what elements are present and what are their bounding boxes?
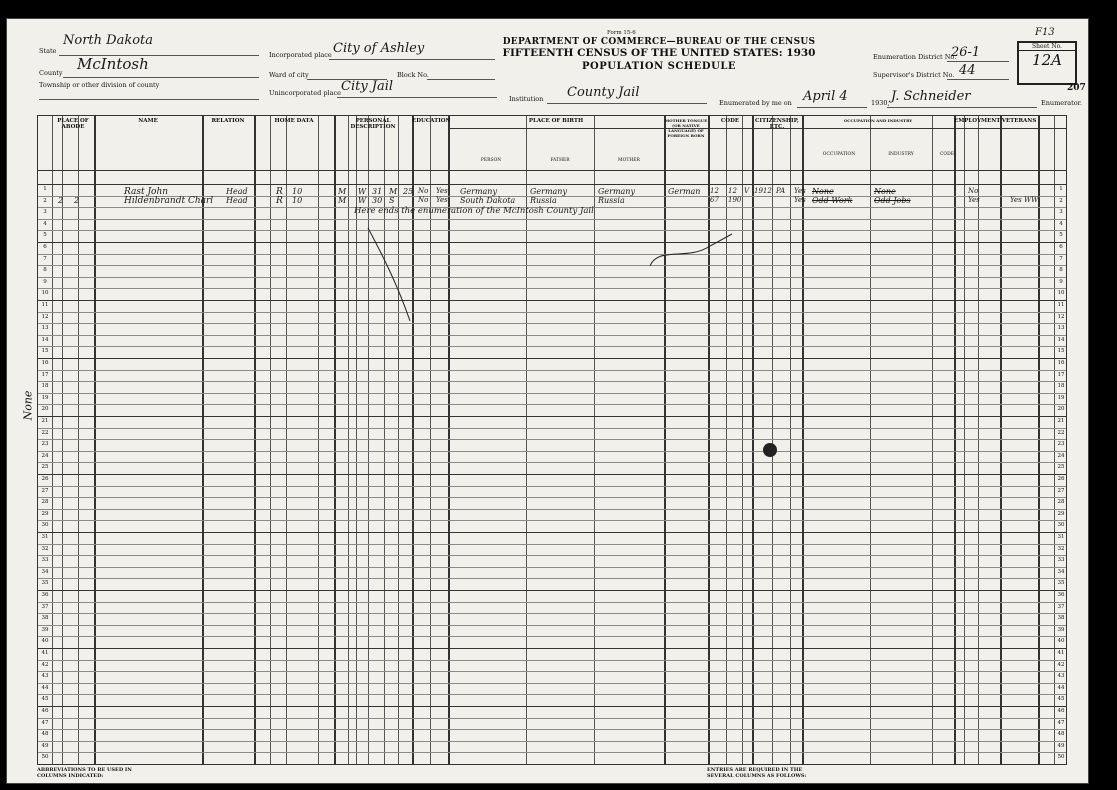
county-value: McIntosh [77,55,149,73]
row-number: 15 [1057,348,1065,355]
row-number: 12 [41,313,49,320]
row-number: 31 [41,534,49,540]
row1-sex: M [338,187,347,196]
row-number: 18 [41,383,49,390]
row-number: 47 [1057,719,1065,726]
row2-code2: 190 [728,196,742,204]
margin-note: None [21,390,35,421]
column-group-4: PERSONAL DESCRIPTION [350,118,396,130]
row-number: 43 [1057,673,1065,680]
row-number: 5 [43,232,47,239]
row-number: 9 [1059,278,1063,285]
enumeration-end-note: Here ends the enumeration of the McIntosh County Jail [354,206,594,216]
form-id: Form 15-6 [607,30,636,36]
row-number: 20 [1057,406,1065,413]
township-line [39,99,259,100]
row-number: 24 [1057,452,1065,459]
row-number: 36 [1057,592,1065,598]
row2-family: 2 [74,196,80,205]
row2-relation: Head [226,196,248,205]
row1-home: R [276,187,283,197]
row-number: 4 [1059,220,1063,227]
enumerator-label: Enumerator. [1041,99,1083,107]
row-number: 25 [41,464,49,471]
row-number: 23 [41,441,49,448]
column-group-6: PLACE OF BIRTH [528,118,584,124]
row2-name: Hildenbrandt Charl [124,196,214,206]
incorporated-label: Incorporated place [269,51,332,59]
row1-birth-person: Germany [460,187,497,196]
row1-occupation: None [812,187,834,196]
row2-english: Yes [794,196,806,204]
row2-marital: S [389,196,395,205]
row-number: 4 [43,220,47,227]
row-number: 28 [41,499,49,506]
row-number: 37 [1057,603,1065,610]
enumerator-value: J. Schneider [891,89,971,104]
census-title: FIFTEENTH CENSUS OF THE UNITED STATES: 1930 [502,47,816,59]
enum-district-value: 26-1 [951,45,981,60]
row2-birth-father: Russia [530,196,557,205]
row-number: 32 [1057,545,1065,552]
row1-birth-father: Germany [530,187,567,196]
row2-age: 30 [372,196,383,205]
row1-immig: 1912 [754,187,772,195]
row1-code2: 12 [728,187,737,195]
subhead-person: PERSON [480,158,502,163]
column-group-5: EDUCATION [412,118,451,124]
row-number: 38 [1057,615,1065,622]
row2-industry: Odd Jobs [874,196,911,205]
row1-english: Yes [794,187,806,195]
row1-value: 10 [292,187,303,196]
sheet-number-box [1017,41,1077,85]
row2-employment: Yes [968,196,980,204]
row1-school: No [418,187,429,195]
row2-sex: M [338,196,347,205]
dept-title: DEPARTMENT OF COMMERCE—BUREAU OF THE CENSUS [502,37,816,47]
row-number: 39 [1057,626,1065,633]
row-number: 10 [41,290,49,297]
row-number: 17 [41,371,49,378]
row-number: 1 [1059,186,1063,192]
row-number: 17 [1057,371,1065,378]
row-number: 14 [41,336,49,343]
row-number: 26 [1057,476,1065,482]
row-number: 13 [1057,325,1065,332]
row-number: 38 [41,615,49,622]
row2-read: Yes [436,196,448,204]
row-number: 18 [1057,383,1065,390]
row-number: 46 [1057,708,1065,714]
subhead-mother: MOTHER [618,158,640,163]
row2-birth-person: South Dakota [460,196,516,205]
column-group-7: MOTHER TONGUE (OR NATIVE LANGUAGE) OF FOREIGN BORN [664,118,708,138]
row-number: 6 [43,244,47,250]
row-number: 33 [41,557,49,564]
row-number: 27 [1057,487,1065,494]
unincorporated-line [337,97,497,98]
enumerated-date: April 4 [803,89,848,104]
incorporated-line [329,59,495,60]
column-group-8: CODE [720,118,740,124]
row-number: 45 [1057,696,1065,703]
institution-label: Institution [509,95,544,103]
page-number: 207 [1067,83,1086,93]
row-number: 44 [41,684,49,691]
subhead-occupation: OCCUPATION [822,152,856,157]
sheet-number-label: Sheet No. [1019,43,1075,51]
row-number: 13 [41,325,49,332]
row-number: 36 [41,592,49,598]
row-number: 9 [43,278,47,285]
row-number: 3 [1059,209,1063,216]
row2-birth-mother: Russia [598,196,625,205]
population-table [37,115,1067,765]
row-number: 37 [41,603,49,610]
institution-value: County Jail [567,85,640,100]
row-number: 2 [1059,197,1063,204]
row1-code1: 12 [710,187,719,195]
row-number: 35 [1057,580,1065,587]
stroke-1 [368,228,410,321]
row-number: 41 [41,650,49,656]
unincorporated-label: Unincorporated place [269,89,341,97]
row-number: 10 [1057,290,1065,297]
row1-marital: M [389,187,398,196]
row-number: 1 [43,186,47,192]
row-number: 3 [43,209,47,216]
row-number: 5 [1059,232,1063,239]
row-number: 40 [1057,638,1065,645]
subhead-industry: INDUSTRY [888,152,914,157]
row2-code1: 67 [710,196,719,204]
county-label: County [39,69,63,77]
row-number: 2 [43,197,47,204]
row1-relation: Head [226,187,248,196]
census-sheet [6,18,1089,784]
row-number: 22 [1057,429,1065,436]
row-number: 43 [41,673,49,680]
column-group-1: NAME [138,118,158,124]
row-number: 8 [43,267,47,274]
row-number: 30 [41,522,49,529]
row-number: 21 [41,418,49,424]
row-number: 47 [41,719,49,726]
row-number: 11 [41,302,49,308]
institution-line [547,103,707,104]
row-number: 39 [41,626,49,633]
footer-abbreviations: ABBREVIATIONS TO BE USED IN COLUMNS INDICATED: [37,767,132,779]
row-number: 29 [41,510,49,517]
schedule-title: POPULATION SCHEDULE [582,61,736,72]
row-number: 20 [41,406,49,413]
pen-strokes [38,116,1068,766]
row-number: 22 [41,429,49,436]
row-number: 34 [1057,568,1065,575]
row-number: 19 [41,394,49,401]
row-number: 50 [1057,754,1065,761]
enumerated-line [797,107,867,108]
row-number: 16 [1057,360,1065,366]
row2-value: 10 [292,196,303,205]
row-number: 34 [41,568,49,575]
state-label: State [39,47,57,55]
enum-district-label: Enumeration District No. [873,53,957,61]
column-group-10: OCCUPATION AND INDUSTRY [843,118,913,123]
subhead-code: CODE [939,152,955,157]
enumerated-label: Enumerated by me on [719,99,792,107]
supervisor-value: 44 [959,63,976,78]
row-number: 41 [1057,650,1065,656]
supervisor-label: Supervisor's District No. [873,71,955,79]
ink-blot [763,443,777,457]
row1-industry: None [874,187,896,196]
row2-color: W [358,196,367,205]
row-number: 44 [1057,684,1065,691]
row-number: 8 [1059,267,1063,274]
subhead-father: FATHER [550,158,570,163]
row-number: 26 [41,476,49,482]
block-line [427,79,495,80]
row1-age: 31 [372,187,383,196]
row-number: 42 [41,661,49,668]
row-number: 32 [41,545,49,552]
row-number: 23 [1057,441,1065,448]
row-number: 16 [41,360,49,366]
row-number: 7 [43,255,47,262]
row-number: 19 [1057,394,1065,401]
row-number: 21 [1057,418,1065,424]
row1-birth-mother: Germany [598,187,635,196]
row-number: 29 [1057,510,1065,517]
enum-district-line [947,61,1009,62]
row-number: 30 [1057,522,1065,529]
footer-entries: ENTRIES ARE REQUIRED IN THE SEVERAL COLUMNS AS FOLLOWS: [707,767,807,779]
row1-code3: V [744,187,750,195]
township-label: Township or other division of county [39,81,160,89]
column-group-11: EMPLOYMENT [954,118,1001,124]
row1-color: W [358,187,367,196]
row-number: 15 [41,348,49,355]
row-number: 48 [1057,731,1065,738]
row-number: 31 [1057,534,1065,540]
row1-name: Rast John [124,187,169,197]
row-number: 7 [1059,255,1063,262]
enumerated-year: 1930, [871,99,890,107]
row-number: 49 [1057,742,1065,749]
column-group-9: CITIZENSHIP, ETC. [755,118,799,130]
row2-dwelling: 2 [58,196,64,205]
row2-school: No [418,196,429,204]
row-number: 49 [41,742,49,749]
stroke-2 [650,234,732,266]
column-group-12: VETERANS [1001,118,1037,124]
row-number: 11 [1057,302,1065,308]
row-number: 14 [1057,336,1065,343]
row-number: 50 [41,754,49,761]
row-number: 27 [41,487,49,494]
column-group-0: PLACE OF ABODE [57,118,89,130]
row1-tongue: German [668,187,701,196]
enumerator-line [887,107,1037,108]
sheet-number-value: 12A [1032,51,1062,69]
row-number: 35 [41,580,49,587]
row1-age-married: 25 [403,187,414,196]
row-number: 24 [41,452,49,459]
row-number: 25 [1057,464,1065,471]
block-label: Block No. [397,71,429,79]
row-number: 33 [1057,557,1065,564]
column-group-3: HOME DATA [274,118,314,124]
row2-veteran: Yes WW [1010,196,1039,204]
ward-label: Ward of city [269,71,309,79]
column-group-2: RELATION [211,118,245,124]
row-number: 12 [1057,313,1065,320]
row-number: 46 [41,708,49,714]
row-number: 48 [41,731,49,738]
supervisor-line [947,79,1009,80]
unincorporated-value: City Jail [341,79,394,94]
row1-natz: PA [776,187,786,195]
state-value: North Dakota [63,33,153,48]
row2-home: R [276,196,283,206]
incorporated-value: City of Ashley [333,41,425,56]
row-number: 40 [41,638,49,645]
row-number: 28 [1057,499,1065,506]
row2-occupation: Odd Work [812,196,853,205]
row1-employment: No [968,187,979,195]
row-number: 42 [1057,661,1065,668]
row-number: 6 [1059,244,1063,250]
row1-read: Yes [436,187,448,195]
row-number: 45 [41,696,49,703]
stamp-number: F13 [1035,27,1055,38]
county-line [63,77,259,78]
